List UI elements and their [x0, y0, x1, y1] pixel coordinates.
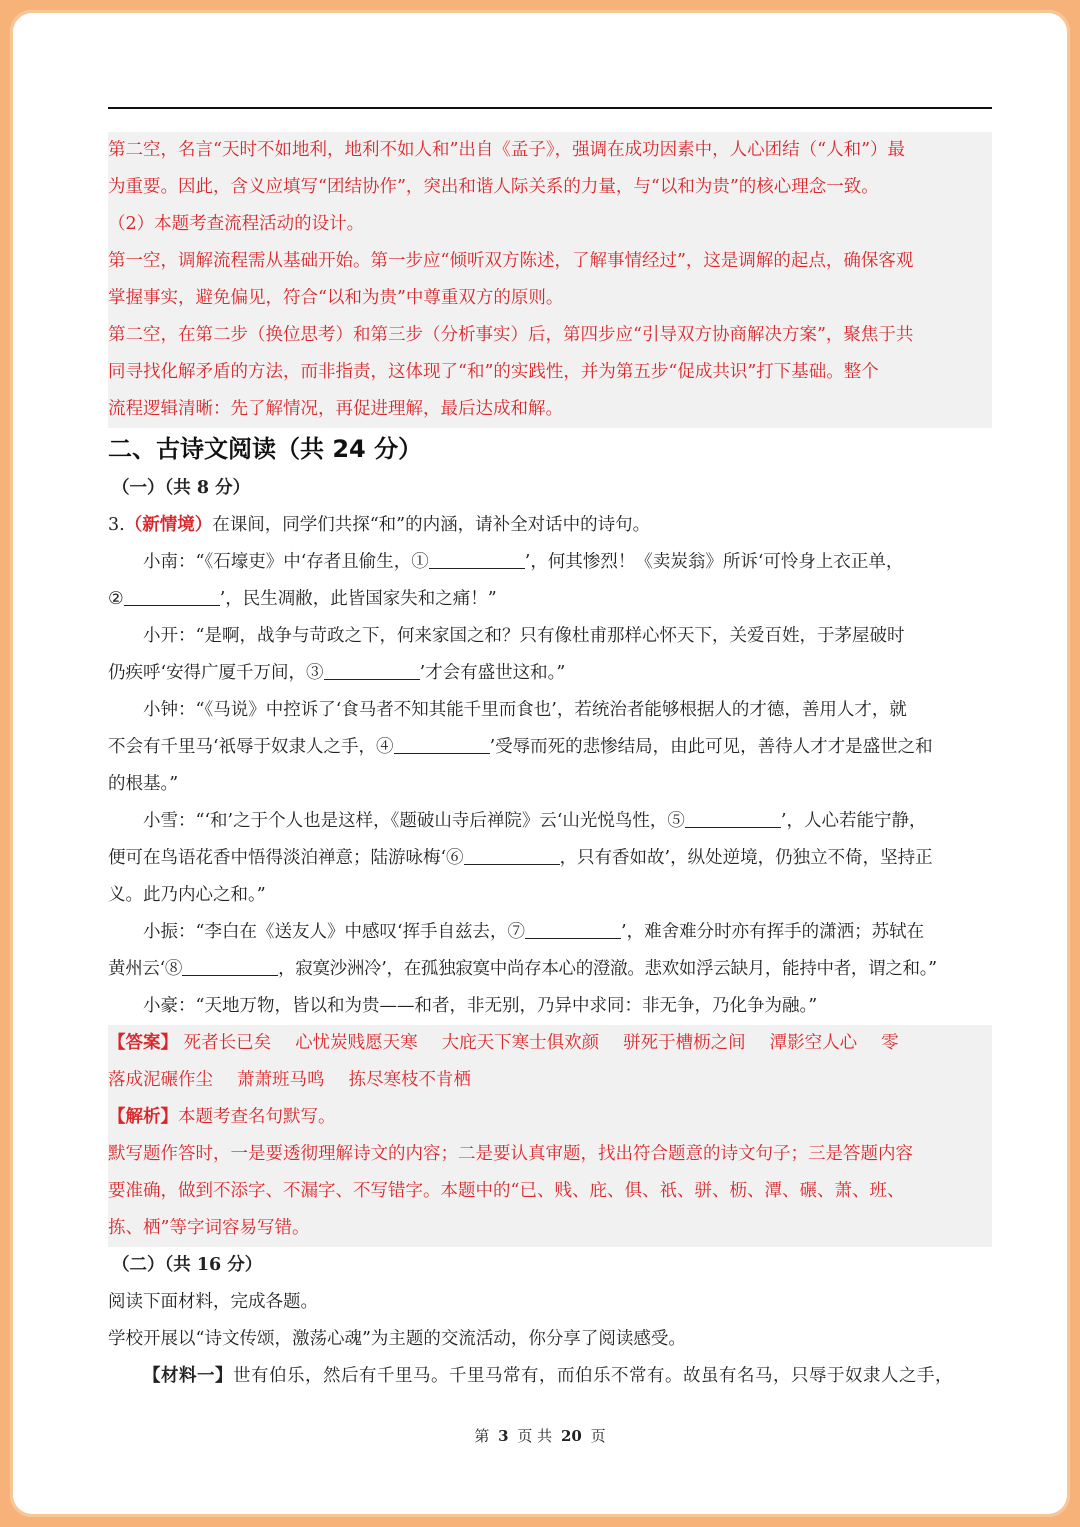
analysis-line: 拣、栖”等字词容易写错。 — [108, 1218, 310, 1238]
answer-item: 大庇天下寒士俱欢颜 — [441, 1033, 600, 1053]
dialog-line: 义。此乃内心之和。” — [108, 885, 266, 905]
fill-blank-1[interactable] — [429, 550, 525, 569]
fill-blank-4[interactable] — [394, 735, 490, 754]
answer-line: 第一空，调解流程需从基础开始。第一步应“倾听双方陈述，了解事情经过”，这是调解的起点，确保客观 — [108, 251, 914, 271]
answer-item: 潭影空人心 — [769, 1033, 858, 1053]
dialog-line: 黄州云‘⑧ ，寂寞沙洲冷’，在孤独寂寞中尚存本心的澄澈。悲欢如浮云缺月，能持中者，谓之和。” — [108, 959, 937, 979]
material-1 — [108, 1358, 992, 1395]
part2-title: （二）（共 16 分） — [112, 1255, 263, 1275]
answer-row — [108, 1025, 992, 1062]
answer-line: 第二空，名言“天时不如地利，地利不如人和”出自《孟子》，强调在成功因素中，人心团结（“人和”）最 — [108, 140, 906, 160]
answer-label: 【答案】 — [108, 1033, 178, 1053]
answer-item: 萧萧班马鸣 — [237, 1070, 325, 1090]
fill-blank-3[interactable] — [324, 661, 420, 680]
analysis-line: 默写题作答时，一是要透彻理解诗文的内容；二是要认真审题，找出符合题意的诗文句子；三是答题内容 — [108, 1144, 913, 1164]
instruction-line: 学校开展以“诗文传颂，激荡心魂”为主题的交流活动，你分享了阅读感受。 — [108, 1329, 686, 1349]
page-number: 3 — [498, 1427, 509, 1445]
answer-block-1 — [108, 132, 992, 428]
answer-line: 流程逻辑清晰：先了解情况，再促进理解，最后达成和解。 — [108, 399, 563, 419]
dialog-line: 小振：“李白在《送友人》中感叹‘挥手自兹去，⑦ ’，难舍难分时亦有挥手的潇洒；苏轼在 — [143, 922, 925, 942]
page-footer: 第 3 页 共 20 页 — [474, 1427, 606, 1445]
answer-item: 骈死于槽枥之间 — [623, 1033, 746, 1053]
answer-block-2 — [108, 1025, 992, 1247]
dialog-line: 小雪：“‘和’之于个人也是这样，《题破山寺后禅院》云‘山光悦鸟性，⑤ ’，人心若能宁静， — [143, 811, 927, 831]
dialog-line: 的根基。” — [108, 774, 179, 794]
fill-blank-6[interactable] — [464, 846, 560, 865]
instruction-line: 阅读下面材料，完成各题。 — [108, 1292, 318, 1312]
question-stem: 在课间，同学们共探“和”的内涵，请补全对话中的诗句。 — [212, 515, 651, 535]
fill-blank-7[interactable] — [525, 920, 621, 939]
dialog-line: 小钟：“《马说》中控诉了‘食马者不知其能千里而食也’，若统治者能够根据人的才德，善用人才，就 — [143, 700, 907, 720]
answer-line: 同寻找化解矛盾的方法，而非指责，这体现了“和”的实践性，并为第五步“促成共识”打下基础。整个 — [108, 362, 879, 382]
question-number: 3. — [108, 515, 125, 535]
answer-item: 死者长已矣 — [183, 1033, 272, 1053]
answer-line: 为重要。因此，含义应填写“团结协作”，突出和谐人际关系的力量，与“以和为贵”的核心理念一致。 — [108, 177, 879, 197]
answer-line: （2）本题考查流程活动的设计。 — [108, 214, 365, 234]
answer-line: 掌握事实，避免偏见，符合“以和为贵”中尊重双方的原则。 — [108, 288, 564, 308]
question-3-stem — [108, 507, 992, 544]
question-tag: （新情境） — [124, 515, 213, 535]
dialog-line: 小开：“是啊，战争与苛政之下，何来家国之和？只有像杜甫那样心怀天下，关爱百姓，于茅屋破时 — [143, 626, 905, 646]
answer-item: 零 — [881, 1033, 899, 1053]
dialog-line: 便可在鸟语花香中悟得淡泊禅意；陆游咏梅‘⑥ ，只有香如故’，纵处逆境，仍独立不倚，坚持正 — [108, 848, 933, 868]
analysis-line: 要准确，做到不添字、不漏字、不写错字。本题中的“已、贱、庇、俱、祇、骈、枥、潭、碾、萧、班、 — [108, 1181, 905, 1201]
answer-item: 心忧炭贱愿天寒 — [295, 1033, 418, 1053]
dialog-line: 小南：“《石壕吏》中‘存者且偷生，① ’，何其惨烈！《卖炭翁》所诉‘可怜身上衣正单， — [143, 552, 904, 572]
header-rule — [108, 107, 992, 109]
material-text: 世有伯乐，然后有千里马。千里马常有，而伯乐不常有。故虽有名马，只辱于奴隶人之手， — [233, 1366, 953, 1386]
page-frame — [10, 10, 1070, 1517]
document-content — [108, 132, 992, 1395]
dialog-block — [108, 544, 992, 1025]
answer-line: 第二空，在第二步（换位思考）和第三步（分析事实）后，第四步应“引导双方协商解决方案”，聚焦于共 — [108, 325, 914, 345]
dialog-line: 小豪：“天地万物，皆以和为贵——和者，非无别，乃异中求同：非无争，乃化争为融。” — [143, 996, 818, 1016]
fill-blank-2[interactable] — [124, 587, 220, 606]
analysis-head: 【解析】本题考查名句默写。 — [108, 1107, 336, 1127]
material-label: 【材料一】 — [143, 1366, 233, 1386]
dialog-line: ② ’，民生凋敝，此皆国家失和之痛！” — [108, 589, 497, 609]
answer-row — [108, 1062, 992, 1099]
section-title: 二、古诗文阅读（共 24 分） — [108, 435, 423, 463]
fill-blank-5[interactable] — [685, 809, 781, 828]
analysis-label: 【解析】 — [108, 1107, 178, 1127]
dialog-line: 不会有千里马‘祇辱于奴隶人之手，④ ’受辱而死的悲惨结局，由此可见，善待人才才是盛世之和 — [108, 737, 933, 757]
fill-blank-8[interactable] — [182, 957, 278, 976]
dialog-line: 仍疾呼‘安得广厦千万间，③ ’才会有盛世这和。” — [108, 663, 566, 683]
answer-item: 拣尽寒枝不肯栖 — [348, 1070, 471, 1090]
page-total: 20 — [560, 1427, 582, 1445]
answer-item: 落成泥碾作尘 — [108, 1070, 213, 1090]
part1-title: （一）（共 8 分） — [112, 478, 251, 498]
